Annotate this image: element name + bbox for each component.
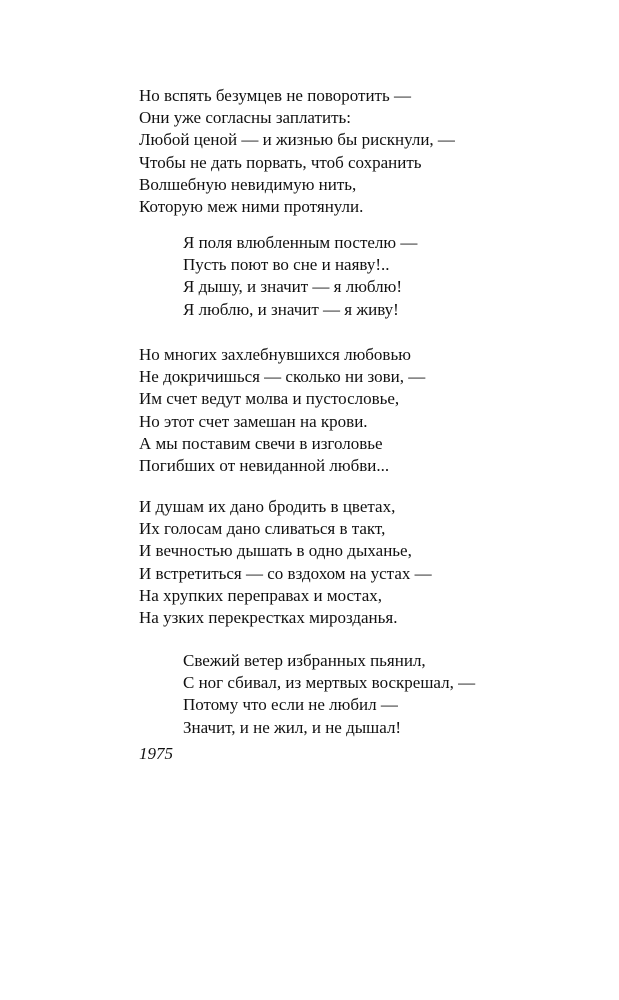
poem-line: Не докричишься — сколько ни зови, — bbox=[139, 367, 426, 387]
poem-line: А мы поставим свечи в изголовье bbox=[139, 433, 383, 453]
poem-line: Потому что если не любил — bbox=[183, 695, 398, 715]
poem-line: Их голосам дано сливаться в такт, bbox=[139, 519, 386, 539]
poem-line: Они уже согласны заплатить: bbox=[139, 108, 351, 128]
poem-line: Я поля влюбленным постелю — bbox=[183, 233, 418, 252]
poem-line: На хрупких переправах и мостах, bbox=[139, 585, 382, 605]
stanza-2-refrain bbox=[183, 232, 417, 321]
poem-line: Им счет ведут молва и пустословье, bbox=[139, 389, 400, 409]
poem-line: Волшебную невидимую нить, bbox=[139, 174, 357, 194]
poem-line: Но этот счет замешан на крови. bbox=[139, 411, 368, 431]
poem-line: Свежий ветер избранных пьянил, bbox=[183, 651, 426, 670]
poem-line: Любой ценой — и жизнью бы рискнули, — bbox=[139, 130, 455, 150]
poem-line: И вечностью дышать в одно дыханье, bbox=[139, 541, 412, 561]
poem-line: И встретиться — со вздохом на устах — bbox=[139, 563, 432, 583]
poem-line: Я дышу, и значит — я люблю! bbox=[183, 277, 402, 297]
poem-line: Я люблю, и значит — я живу! bbox=[183, 299, 399, 319]
stanza-4 bbox=[139, 496, 432, 629]
poem-year: 1975 bbox=[139, 744, 173, 763]
stanza-1 bbox=[139, 85, 455, 218]
stanza-5-refrain bbox=[183, 650, 475, 739]
poem-line: Пусть поют во сне и наяву!.. bbox=[183, 255, 390, 275]
poem-line: Которую меж ними протянули. bbox=[139, 197, 364, 217]
poem-line: Значит, и не жил, и не дышал! bbox=[183, 717, 402, 737]
poem-line: На узких перекрестках мирозданья. bbox=[139, 608, 398, 628]
stanza-3 bbox=[139, 344, 425, 477]
poem-line: Но вспять безумцев не поворотить — bbox=[139, 86, 411, 105]
poem-line: С ног сбивал, из мертвых воскрешал, — bbox=[183, 673, 476, 693]
poem-line: И душам их дано бродить в цветах, bbox=[139, 497, 396, 516]
poem-line: Чтобы не дать порвать, чтоб сохранить bbox=[139, 152, 422, 172]
poem-line: Погибших от невиданной любви... bbox=[139, 456, 390, 476]
poem-line: Но многих захлебнувшихся любовью bbox=[139, 345, 411, 364]
